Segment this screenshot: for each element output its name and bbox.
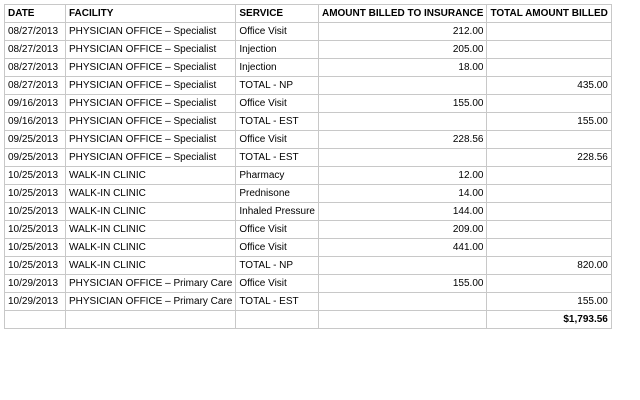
facility-cell: PHYSICIAN OFFICE – Specialist bbox=[66, 131, 236, 149]
insurance-amount-cell: 228.56 bbox=[318, 131, 486, 149]
table-row bbox=[5, 221, 612, 239]
service-cell: Office Visit bbox=[236, 23, 319, 41]
insurance-amount-cell bbox=[318, 293, 486, 311]
insurance-amount-cell: 18.00 bbox=[318, 59, 486, 77]
insurance-amount-cell: 155.00 bbox=[318, 275, 486, 293]
table-row bbox=[5, 185, 612, 203]
insurance-amount-cell: 144.00 bbox=[318, 203, 486, 221]
date-cell: 10/29/2013 bbox=[5, 293, 66, 311]
facility-cell: WALK-IN CLINIC bbox=[66, 167, 236, 185]
service-cell: TOTAL - NP bbox=[236, 257, 319, 275]
table-row bbox=[5, 257, 612, 275]
facility-cell: WALK-IN CLINIC bbox=[66, 239, 236, 257]
table-row bbox=[5, 95, 612, 113]
insurance-amount-cell: 212.00 bbox=[318, 23, 486, 41]
service-cell: Office Visit bbox=[236, 221, 319, 239]
total-amount-cell: 155.00 bbox=[487, 113, 611, 131]
total-amount-cell: 155.00 bbox=[487, 293, 611, 311]
total-amount-cell: $1,793.56 bbox=[487, 311, 611, 329]
date-cell: 10/25/2013 bbox=[5, 185, 66, 203]
service-cell: Injection bbox=[236, 41, 319, 59]
service-cell: TOTAL - NP bbox=[236, 77, 319, 95]
service-cell: Prednisone bbox=[236, 185, 319, 203]
total-amount-cell bbox=[487, 203, 611, 221]
service-cell: Inhaled Pressure bbox=[236, 203, 319, 221]
total-amount-cell bbox=[487, 23, 611, 41]
billing-table bbox=[4, 4, 612, 329]
insurance-amount-cell: 12.00 bbox=[318, 167, 486, 185]
facility-cell: WALK-IN CLINIC bbox=[66, 185, 236, 203]
date-cell: 09/16/2013 bbox=[5, 95, 66, 113]
total-amount-cell: 820.00 bbox=[487, 257, 611, 275]
billing-sheet bbox=[4, 4, 612, 329]
date-cell: 09/16/2013 bbox=[5, 113, 66, 131]
service-cell: Injection bbox=[236, 59, 319, 77]
insurance-amount-cell: 205.00 bbox=[318, 41, 486, 59]
table-row bbox=[5, 239, 612, 257]
table-row bbox=[5, 41, 612, 59]
total-amount-cell: 228.56 bbox=[487, 149, 611, 167]
facility-cell: PHYSICIAN OFFICE – Specialist bbox=[66, 149, 236, 167]
facility-cell: PHYSICIAN OFFICE – Specialist bbox=[66, 77, 236, 95]
date-cell: 10/25/2013 bbox=[5, 221, 66, 239]
service-cell: TOTAL - EST bbox=[236, 293, 319, 311]
insurance-amount-cell bbox=[318, 149, 486, 167]
total-amount-cell bbox=[487, 59, 611, 77]
facility-cell: PHYSICIAN OFFICE – Specialist bbox=[66, 23, 236, 41]
header-facility: FACILITY bbox=[66, 5, 236, 23]
table-row bbox=[5, 77, 612, 95]
total-amount-cell: 435.00 bbox=[487, 77, 611, 95]
date-cell: 08/27/2013 bbox=[5, 59, 66, 77]
total-amount-cell bbox=[487, 131, 611, 149]
grand-total-row bbox=[5, 311, 612, 329]
table-header-row bbox=[5, 5, 612, 23]
facility-cell: PHYSICIAN OFFICE – Specialist bbox=[66, 59, 236, 77]
table-row bbox=[5, 203, 612, 221]
header-amount-billed-to-insurance: AMOUNT BILLED TO INSURANCE bbox=[318, 5, 486, 23]
date-cell: 09/25/2013 bbox=[5, 131, 66, 149]
service-cell: TOTAL - EST bbox=[236, 113, 319, 131]
total-amount-cell bbox=[487, 275, 611, 293]
header-service: SERVICE bbox=[236, 5, 319, 23]
total-amount-cell bbox=[487, 167, 611, 185]
service-cell: Office Visit bbox=[236, 275, 319, 293]
facility-cell: PHYSICIAN OFFICE – Specialist bbox=[66, 113, 236, 131]
table-row bbox=[5, 131, 612, 149]
date-cell: 09/25/2013 bbox=[5, 149, 66, 167]
total-amount-cell bbox=[487, 221, 611, 239]
date-cell: 10/29/2013 bbox=[5, 275, 66, 293]
facility-cell: PHYSICIAN OFFICE – Primary Care bbox=[66, 293, 236, 311]
insurance-amount-cell bbox=[318, 77, 486, 95]
facility-cell: WALK-IN CLINIC bbox=[66, 257, 236, 275]
total-amount-cell bbox=[487, 95, 611, 113]
date-cell: 10/25/2013 bbox=[5, 239, 66, 257]
table-row bbox=[5, 167, 612, 185]
date-cell: 10/25/2013 bbox=[5, 203, 66, 221]
total-amount-cell bbox=[487, 185, 611, 203]
table-row bbox=[5, 293, 612, 311]
date-cell: 10/25/2013 bbox=[5, 257, 66, 275]
service-cell: Office Visit bbox=[236, 95, 319, 113]
table-body bbox=[5, 23, 612, 329]
table-row bbox=[5, 113, 612, 131]
date-cell: 08/27/2013 bbox=[5, 41, 66, 59]
insurance-amount-cell: 209.00 bbox=[318, 221, 486, 239]
date-cell: 10/25/2013 bbox=[5, 167, 66, 185]
total-amount-cell bbox=[487, 41, 611, 59]
service-cell: Pharmacy bbox=[236, 167, 319, 185]
service-cell: Office Visit bbox=[236, 239, 319, 257]
insurance-amount-cell: 441.00 bbox=[318, 239, 486, 257]
header-total-amount-billed: TOTAL AMOUNT BILLED bbox=[487, 5, 611, 23]
facility-cell: PHYSICIAN OFFICE – Specialist bbox=[66, 95, 236, 113]
facility-cell: PHYSICIAN OFFICE – Primary Care bbox=[66, 275, 236, 293]
table-row bbox=[5, 59, 612, 77]
table-row bbox=[5, 23, 612, 41]
facility-cell: WALK-IN CLINIC bbox=[66, 203, 236, 221]
total-amount-cell bbox=[487, 239, 611, 257]
table-row bbox=[5, 149, 612, 167]
service-cell bbox=[236, 311, 319, 329]
date-cell: 08/27/2013 bbox=[5, 77, 66, 95]
header-date: DATE bbox=[5, 5, 66, 23]
service-cell: Office Visit bbox=[236, 131, 319, 149]
insurance-amount-cell bbox=[318, 311, 486, 329]
table-row bbox=[5, 275, 612, 293]
facility-cell bbox=[66, 311, 236, 329]
insurance-amount-cell bbox=[318, 113, 486, 131]
date-cell: 08/27/2013 bbox=[5, 23, 66, 41]
insurance-amount-cell: 14.00 bbox=[318, 185, 486, 203]
facility-cell: PHYSICIAN OFFICE – Specialist bbox=[66, 41, 236, 59]
insurance-amount-cell: 155.00 bbox=[318, 95, 486, 113]
date-cell bbox=[5, 311, 66, 329]
facility-cell: WALK-IN CLINIC bbox=[66, 221, 236, 239]
service-cell: TOTAL - EST bbox=[236, 149, 319, 167]
insurance-amount-cell bbox=[318, 257, 486, 275]
